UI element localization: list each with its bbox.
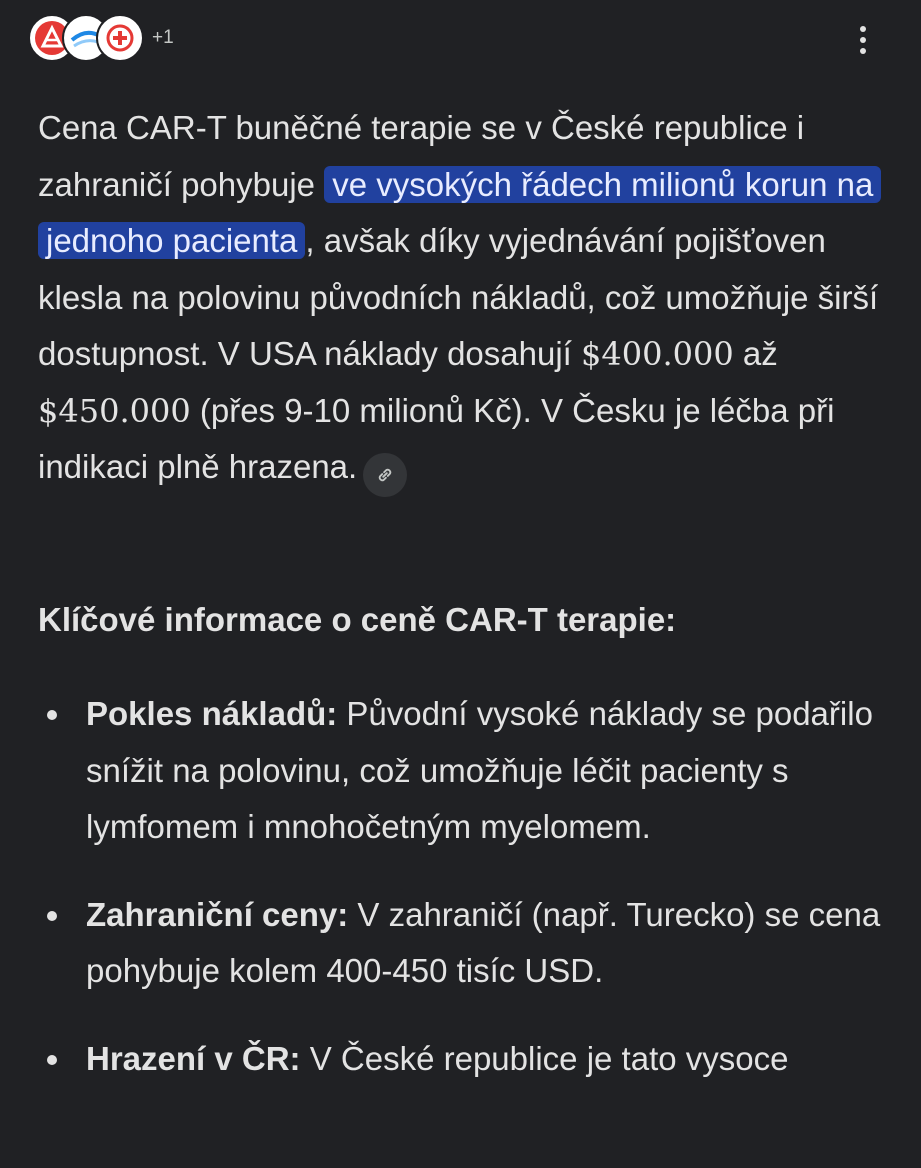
- bullet-dot: [47, 710, 57, 720]
- list-item-text: V České republice je tato vysoce: [300, 1039, 789, 1077]
- answer-body: [38, 100, 888, 497]
- source-icons-group[interactable]: [28, 14, 174, 62]
- intro-text-part1: Cena CAR-T buněčné terapie se v České republice i zahraničí pohybuje: [38, 109, 805, 203]
- answer-header: [0, 0, 921, 80]
- section-heading: Klíčové informace o ceně CAR-T terapie:: [38, 601, 677, 638]
- intro-paragraph: [38, 100, 888, 497]
- list-item-label: Pokles nákladů:: [86, 695, 338, 732]
- list-item: [38, 887, 898, 1000]
- source-logo-red-cross-icon[interactable]: [96, 14, 144, 62]
- more-vert-icon[interactable]: [846, 22, 880, 58]
- price-usd-high: $450.000: [38, 391, 191, 430]
- key-info-list: [38, 686, 898, 1087]
- list-item: [38, 1031, 898, 1088]
- bullet-dot: [47, 911, 57, 921]
- link-icon[interactable]: [363, 453, 407, 497]
- list-item-label: Zahraniční ceny:: [86, 895, 349, 933]
- list-item-label: Hrazení v ČR:: [86, 1039, 301, 1077]
- intro-text-part4: (přes 9-10 milionů Kč). V Česku je léčba při indikaci plně hrazena.: [38, 391, 835, 485]
- list-item-text: V zahraničí (např. Turecko) se cena pohybuje kolem 400-450 tisíc USD.: [86, 895, 881, 989]
- list-item-text: Původní vysoké náklady se podařilo snížit na polovinu, což umožňuje léčit pacienty s lymfomem i mnohočetným myelomem.: [86, 695, 873, 845]
- highlighted-phrase[interactable]: ve vysokých řádech milionů korun na jednoho pacienta: [38, 166, 881, 260]
- intro-text-part2: , avšak díky vyjednávání pojišťoven klesla na polovinu původních nákladů, což umožňuje širší dostupnost. V USA náklady dosahují: [38, 222, 879, 372]
- price-usd-low: $400.000: [581, 335, 734, 373]
- more-sources-count[interactable]: +1: [152, 27, 174, 48]
- list-item: [38, 686, 898, 856]
- intro-text-part3: až: [733, 335, 778, 372]
- bullet-dot: [47, 1055, 57, 1065]
